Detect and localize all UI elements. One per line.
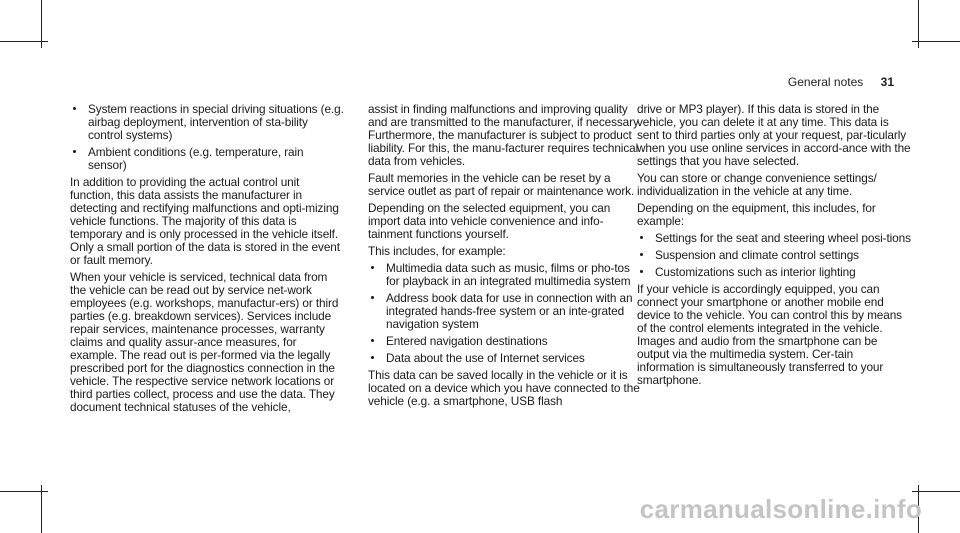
- crop-mark: [41, 485, 42, 533]
- paragraph: drive or MP3 player). If this data is stored in the vehicle, you can delete it at any time. This data is sent to third parties only at your request, par-ticularly when you use online services in accord-ance with the settings that you have selected.: [637, 102, 911, 168]
- text-column-3: [637, 103, 912, 391]
- section-title: General notes: [787, 75, 864, 89]
- list-item: Address book data for use in connection with an integrated hands-free system or an inte-grated navigation system: [368, 292, 643, 331]
- text-column-2: [368, 103, 643, 412]
- crop-mark: [912, 491, 960, 492]
- list-item: Settings for the seat and steering wheel posi-tions: [637, 232, 912, 245]
- paragraph: This includes, for example:: [368, 244, 506, 258]
- watermark: carmanualsonline.info: [639, 494, 922, 524]
- paragraph: You can store or change convenience settings/ individualization in the vehicle at any time.: [637, 171, 877, 198]
- paragraph: In addition to providing the actual control unit function, this data assists the manufacturer in detecting and rectifying malfunctions and opti-mizing vehicle functions. The majority of this data is temporary and is only processed in the vehicle itself. Only a small portion of the data is stored in the event or fault memory.: [70, 175, 340, 267]
- bullet-list: [368, 262, 643, 365]
- crop-mark: [912, 41, 960, 42]
- paragraph: Depending on the selected equipment, you can import data into vehicle convenience and info-tainment functions yourself.: [368, 201, 611, 241]
- list-item: Ambient conditions (e.g. temperature, rain sensor): [70, 146, 345, 172]
- page-number: 31: [880, 75, 894, 89]
- paragraph: If your vehicle is accordingly equipped, you can connect your smartphone or another mobile end device to the vehicle. You can control this by means of the control elements integrated in the vehicle. Images and audio from the smartphone can be output via the multimedia system. Cer-tain information is simultaneously transferred to your smartphone.: [637, 282, 902, 387]
- paragraph: assist in finding malfunctions and improving quality and are transmitted to the manufacturer, if necessary. Furthermore, the manufacturer is subject to product liability. For this, the manu-facturer requires technical data from vehicles.: [368, 102, 642, 168]
- paragraph: Fault memories in the vehicle can be reset by a service outlet as part of repair or maintenance work.: [368, 171, 635, 198]
- list-item: Customizations such as interior lighting: [637, 266, 912, 279]
- paragraph: Depending on the equipment, this includes, for example:: [637, 201, 876, 228]
- list-item: Multimedia data such as music, films or pho-tos for playback in an integrated multimedia system: [368, 262, 643, 288]
- list-item: Data about the use of Internet services: [368, 352, 643, 365]
- paragraph: This data can be saved locally in the vehicle or it is located on a device which you have connected to the vehicle (e.g. a smartphone, USB flash: [368, 368, 640, 408]
- bullet-list: [637, 232, 912, 279]
- list-item: Entered navigation destinations: [368, 335, 643, 348]
- text-column-1: [70, 103, 345, 418]
- paragraph: When your vehicle is serviced, technical data from the vehicle can be read out by service net-work employees (e.g. workshops, manufactur-ers) or third parties (e.g. breakdown services). Services include repair services, maintenance processes, warranty claims and quality assur-ance measures, for example. The read out is per-formed via the legally prescribed port for the diagnostics connection in the vehicle. The respective service network locations or third parties collect, process and use the data. They document technical statuses of the vehicle,: [70, 270, 339, 414]
- bullet-list: [70, 103, 345, 172]
- list-item: System reactions in special driving situations (e.g. airbag deployment, intervention of sta-bility control systems): [70, 103, 345, 142]
- list-item: Suspension and climate control settings: [637, 249, 912, 262]
- crop-mark: [0, 41, 48, 42]
- crop-mark: [0, 491, 48, 492]
- page-header: [788, 75, 894, 89]
